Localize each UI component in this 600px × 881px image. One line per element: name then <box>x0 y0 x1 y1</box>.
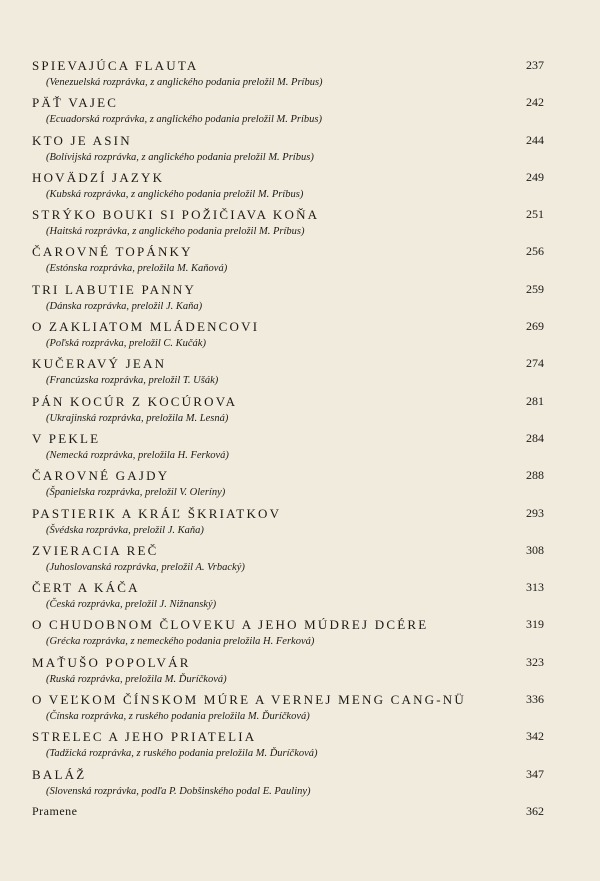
entry-title: STRELEC A JEHO PRIATELIA <box>32 729 257 745</box>
entry-note: (Čínska rozprávka, z ruského podania preložila M. Ďuríčková) <box>46 711 310 723</box>
entry-page-number: 347 <box>526 766 544 781</box>
toc-entry <box>32 207 544 244</box>
entry-page-number: 323 <box>526 654 544 669</box>
entry-title: BALÁŽ <box>32 766 87 782</box>
entry-note: (Bolívijská rozprávka, z anglického podania preložil M. Príbus) <box>46 151 314 163</box>
toc-entry <box>32 356 544 393</box>
toc-entry-sources <box>32 804 544 841</box>
table-of-contents <box>32 58 544 841</box>
entry-note: (Dánska rozprávka, preložil J. Kaňa) <box>46 300 203 312</box>
entry-note: (Francúzska rozprávka, preložil T. Ušák) <box>46 375 219 387</box>
entry-title: ČAROVNÉ GAJDY <box>32 468 170 484</box>
toc-entry <box>32 394 544 431</box>
entry-title: HOVÄDZÍ JAZYK <box>32 169 165 185</box>
entry-page-number: 313 <box>526 580 544 595</box>
entry-note: (Ruská rozprávka, preložila M. Ďuríčková) <box>46 673 227 685</box>
entry-title: KUČERAVÝ JEAN <box>32 356 167 372</box>
entry-note: (Tadžická rozprávka, z ruského podania preložila M. Ďuríčková) <box>46 748 318 760</box>
entry-page-number: 284 <box>526 430 544 445</box>
entry-title: O VEĽKOM ČÍNSKOM MÚRE A VERNEJ MENG CANG-NÜ <box>32 692 466 708</box>
entry-page-number: 281 <box>526 393 544 408</box>
entry-page-number: 274 <box>526 356 544 371</box>
entry-page-number: 249 <box>526 169 544 184</box>
entry-page-number: 269 <box>526 319 544 334</box>
entry-page-number: 251 <box>526 207 544 222</box>
toc-entry <box>32 543 544 580</box>
entry-page-number: 244 <box>526 132 544 147</box>
entry-title: TRI LABUTIE PANNY <box>32 281 197 297</box>
entry-page-number: 242 <box>526 95 544 110</box>
entry-page-number: 342 <box>526 729 544 744</box>
entry-note: (Španielska rozprávka, preložil V. Oleríny) <box>46 487 226 499</box>
entry-note: (Ecuadorská rozprávka, z anglického podania preložil M. Príbus) <box>46 114 322 126</box>
entry-title: ČERT A KÁČA <box>32 580 140 596</box>
entry-note: (Nemecká rozprávka, preložila H. Ferková) <box>46 449 229 461</box>
entry-page-number: 288 <box>526 468 544 483</box>
entry-note: (Juhoslovanská rozprávka, preložil A. Vrbacký) <box>46 561 245 573</box>
toc-entry <box>32 319 544 356</box>
toc-entry <box>32 170 544 207</box>
toc-entry <box>32 244 544 281</box>
entry-note: (Venezuelská rozprávka, z anglického podania preložil M. Príbus) <box>46 77 323 88</box>
entry-page-number: 308 <box>526 542 544 557</box>
entry-title: ČAROVNÉ TOPÁNKY <box>32 244 193 260</box>
entry-title: STRÝKO BOUKI SI POŽIČIAVA KOŇA <box>32 207 320 223</box>
entry-title: O ZAKLIATOM MLÁDENCOVI <box>32 319 260 335</box>
toc-entry <box>32 95 544 132</box>
entry-note: (Kubská rozprávka, z anglického podania preložil M. Príbus) <box>46 188 304 200</box>
entry-title: V PEKLE <box>32 430 101 446</box>
entry-page-number: 256 <box>526 244 544 259</box>
entry-note: (Grécka rozprávka, z nemeckého podania preložila H. Ferková) <box>46 636 315 648</box>
entry-page-number: 293 <box>526 505 544 520</box>
toc-entry <box>32 133 544 170</box>
entry-title: O CHUDOBNOM ČLOVEKU A JEHO MÚDREJ DCÉRE <box>32 617 429 633</box>
toc-entry <box>32 580 544 617</box>
toc-entry <box>32 506 544 543</box>
toc-entry <box>32 58 544 95</box>
entry-note: (Česká rozprávka, preložil J. Nižnanský) <box>46 599 217 611</box>
entry-note: (Haitská rozprávka, z anglického podania preložil M. Príbus) <box>46 226 305 238</box>
entry-title: KTO JE ASIN <box>32 132 132 148</box>
entry-page-number: 336 <box>526 692 544 707</box>
toc-entry <box>32 282 544 319</box>
entry-page-number: 237 <box>526 58 544 72</box>
entry-title: PÄŤ VAJEC <box>32 95 119 111</box>
toc-entry <box>32 617 544 654</box>
toc-entry <box>32 692 544 729</box>
entry-title: PASTIERIK A KRÁĽ ŠKRIATKOV <box>32 505 282 521</box>
entry-note: (Slovenská rozprávka, podľa P. Dobšinského podal E. Pauliny) <box>46 785 311 797</box>
entry-page-number: 319 <box>526 617 544 632</box>
entry-note: (Estónska rozprávka, preložila M. Kaňová) <box>46 263 228 275</box>
toc-entry <box>32 655 544 692</box>
toc-entry <box>32 729 544 766</box>
entry-page-number: 362 <box>526 803 544 818</box>
toc-entry <box>32 431 544 468</box>
entry-page-number: 259 <box>526 281 544 296</box>
entry-title: ZVIERACIA REČ <box>32 542 159 558</box>
entry-title: MAŤUŠO POPOLVÁR <box>32 654 191 670</box>
entry-title: Pramene <box>32 803 78 818</box>
toc-entry <box>32 767 544 804</box>
entry-title: PÁN KOCÚR Z KOCÚROVA <box>32 393 238 409</box>
entry-note: (Poľská rozprávka, preložil C. Kučák) <box>46 338 206 350</box>
entry-note: (Ukrajinská rozprávka, preložila M. Lesná) <box>46 412 229 424</box>
entry-note: (Švédska rozprávka, preložil J. Kaňa) <box>46 524 204 536</box>
entry-title: SPIEVAJÚCA FLAUTA <box>32 58 199 73</box>
toc-entry <box>32 468 544 505</box>
